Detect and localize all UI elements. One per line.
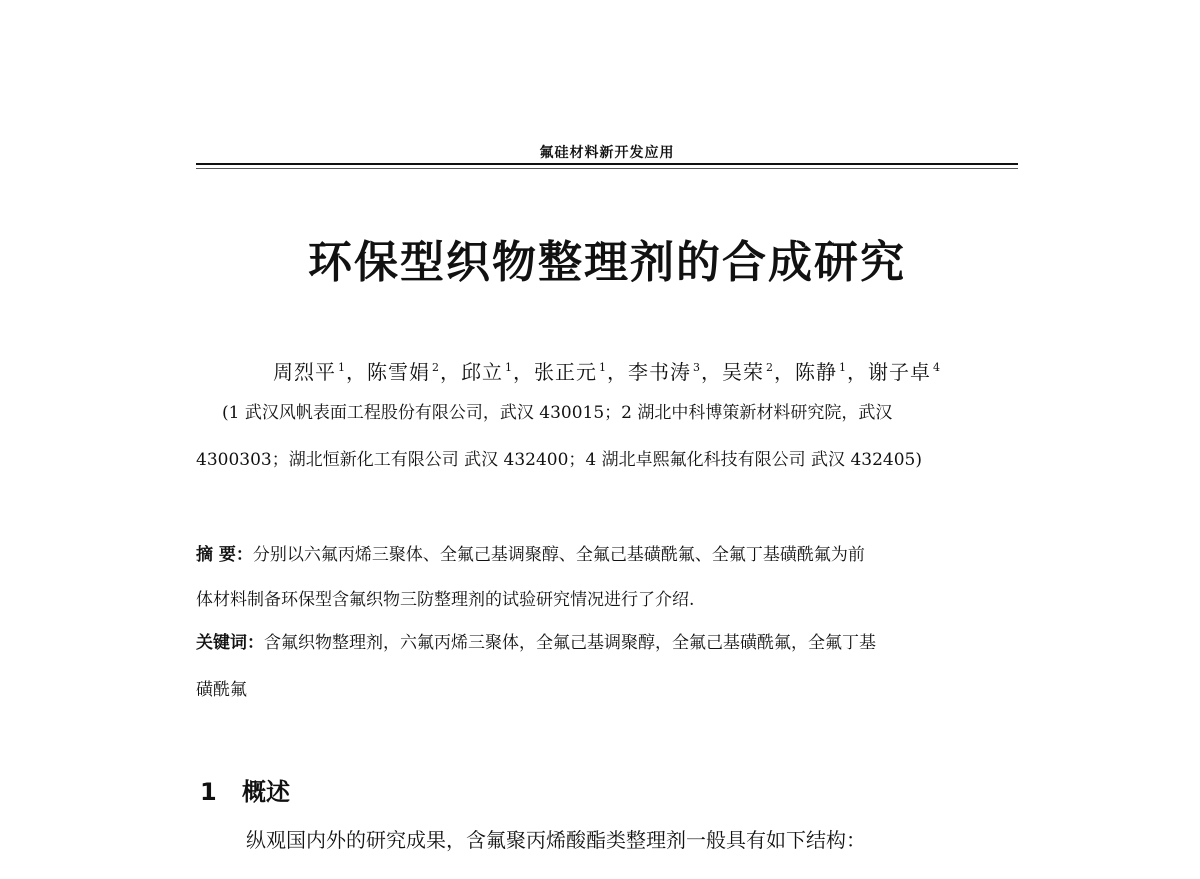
section-heading	[200, 772, 290, 807]
section-number: 1	[200, 778, 217, 806]
header-rule	[196, 163, 1018, 165]
author-list	[196, 356, 1018, 385]
author-name: 周烈平	[273, 360, 336, 384]
author-affiliation-mark: 4	[933, 361, 941, 375]
abstract-text-1: 分别以六氟丙烯三聚体、全氟己基调聚醇、全氟己基磺酰氟、全氟丁基磺酰氟为前	[252, 545, 865, 565]
author-name: 陈雪娟	[367, 360, 430, 384]
author-name: 谢子卓	[868, 360, 931, 384]
author-separator: ，	[346, 360, 367, 384]
author-affiliation-mark: 1	[505, 361, 513, 375]
abstract-line-1	[196, 540, 1018, 565]
keywords-text-1: 含氟织物整理剂，六氟丙烯三聚体，全氟己基调聚醇，全氟己基磺酰氟，全氟丁基	[264, 633, 876, 653]
section-title: 概述	[242, 778, 290, 806]
keywords-line-2: 磺酰氟	[196, 680, 247, 700]
author-affiliation-mark: 3	[693, 361, 701, 375]
author-name: 陈静	[795, 360, 837, 384]
author-affiliation-mark: 1	[338, 361, 346, 375]
author-separator: ，	[440, 360, 461, 384]
author-name: 吴荣	[722, 360, 764, 384]
author-separator: ，	[774, 360, 795, 384]
author-affiliation-mark: 1	[599, 361, 607, 375]
author-affiliation-mark: 2	[432, 361, 440, 375]
affiliation-line-2: 4300303；湖北恒新化工有限公司 武汉 432400；4 湖北卓熙氟化科技有限公司 武汉 432405)	[196, 450, 922, 470]
author-separator: ，	[607, 360, 628, 384]
keywords-label: 关键词：	[196, 633, 264, 653]
abstract-line-2: 体材料制备环保型含氟织物三防整理剂的试验研究情况进行了介绍.	[196, 590, 695, 610]
abstract-label: 摘 要：	[196, 545, 253, 565]
body-paragraph: 纵观国内外的研究成果，含氟聚丙烯酸酯类整理剂一般具有如下结构：	[246, 828, 866, 852]
author-separator: ，	[701, 360, 722, 384]
running-header: 氟硅材料新开发应用	[539, 145, 675, 161]
paper-title: 环保型织物整理剂的合成研究	[308, 237, 906, 288]
author-name: 李书涛	[628, 360, 691, 384]
author-separator: ，	[847, 360, 868, 384]
keywords-line-1	[196, 628, 1018, 653]
author-name: 邱立	[461, 360, 503, 384]
author-name: 张正元	[534, 360, 597, 384]
author-affiliation-mark: 1	[839, 361, 847, 375]
header-rule-secondary	[196, 168, 1018, 169]
author-separator: ，	[513, 360, 534, 384]
affiliation-line-1: (1 武汉风帆表面工程股份有限公司，武汉 430015；2 湖北中科博策新材料研究院，武汉	[222, 403, 893, 423]
author-affiliation-mark: 2	[766, 361, 774, 375]
